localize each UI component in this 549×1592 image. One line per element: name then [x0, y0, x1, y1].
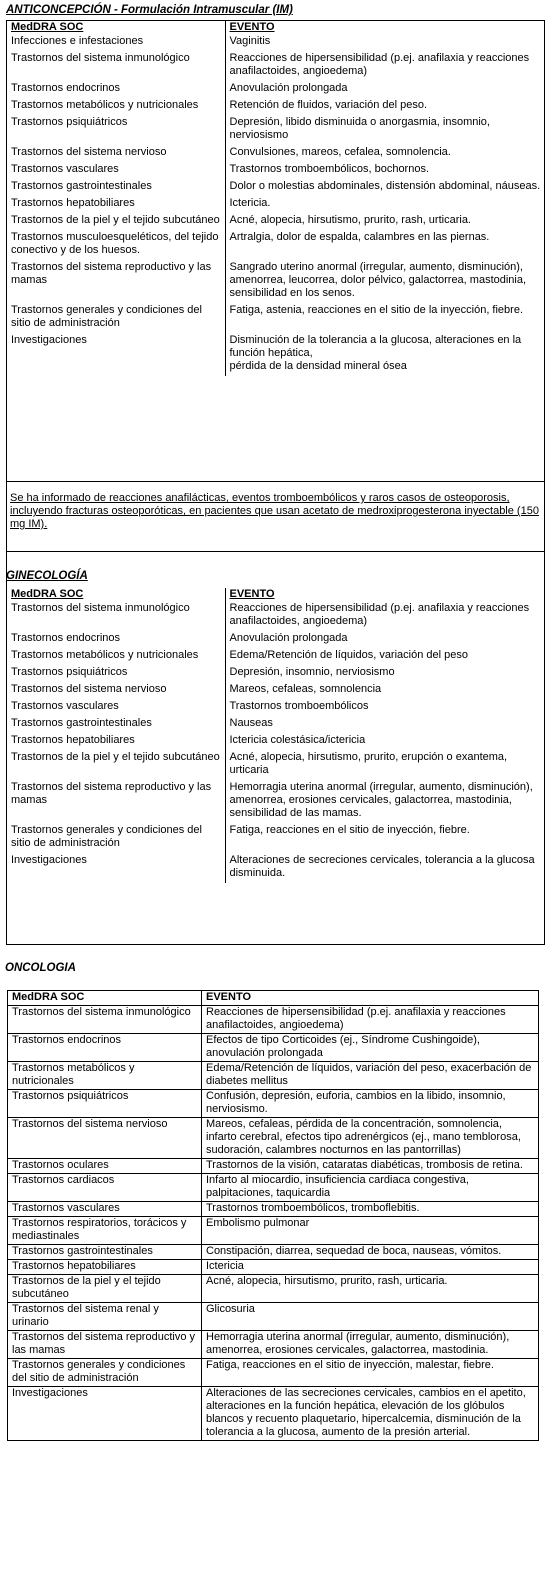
table-row [8, 1062, 539, 1090]
table-header-row [7, 588, 544, 601]
table-row [7, 631, 544, 648]
table-row [8, 1275, 539, 1303]
table-row [7, 682, 544, 699]
table-row [7, 260, 544, 303]
row-evento: Trastornos tromboembólicos [229, 700, 369, 712]
row-soc: Trastornos generales y condiciones del sitio de administración [8, 1359, 202, 1387]
row-evento: Fatiga, astenia, reacciones en el sitio de la inyección, fiebre. [229, 304, 523, 316]
table-row [7, 213, 544, 230]
anticoncepcion-table [7, 21, 544, 376]
col-header-soc: MedDRA SOC [7, 21, 225, 34]
row-soc: Trastornos gastrointestinales [7, 179, 225, 196]
table-row [8, 1217, 539, 1245]
table-row [7, 333, 544, 376]
table-row [7, 51, 544, 81]
row-evento: Disminución de la tolerancia a la glucosa, alteraciones en la función hepática, pérdida de la densidad mineral ósea [229, 334, 522, 372]
anticoncepcion-note [7, 481, 544, 531]
row-evento: Fatiga, reacciones en el sitio de inyección, malestar, fiebre. [202, 1359, 539, 1387]
oncologia-table [7, 990, 539, 1441]
table-row [7, 733, 544, 750]
row-soc: Trastornos del sistema nervioso [7, 682, 225, 699]
col-header-evento: EVENTO [202, 991, 539, 1006]
row-soc: Trastornos endocrinos [7, 81, 225, 98]
ginecologia-table [7, 588, 544, 883]
table-row [8, 1202, 539, 1217]
row-soc: Trastornos metabólicos y nutricionales [7, 98, 225, 115]
table-row [7, 81, 544, 98]
row-evento: Hemorragia uterina anormal (irregular, aumento, disminución), amenorrea, erosiones cervicales, galactorrea, mastodinia, sensibilidad de las mamas. [229, 781, 533, 819]
col-header-evento: EVENTO [229, 588, 275, 600]
row-evento: Efectos de tipo Corticoides (ej., Síndrome Cushingoide), anovulación prolongada [202, 1034, 539, 1062]
row-soc: Trastornos vasculares [7, 699, 225, 716]
table-row [7, 823, 544, 853]
row-evento: Sangrado uterino anormal (irregular, aumento, disminución), amenorrea, leucorrea, dolor pélvico, galactorrea, mastodinia, sensibilidad en los senos. [229, 261, 527, 299]
col-header-evento: EVENTO [229, 21, 275, 33]
ginecologia-panel [6, 550, 545, 945]
row-soc: Trastornos generales y condiciones del sitio de administración [7, 823, 225, 853]
row-soc: Trastornos gastrointestinales [8, 1245, 202, 1260]
row-soc: Trastornos gastrointestinales [7, 716, 225, 733]
row-soc: Trastornos del sistema reproductivo y las mamas [7, 260, 225, 303]
col-header-soc: MedDRA SOC [7, 588, 225, 601]
row-soc: Trastornos vasculares [8, 1202, 202, 1217]
row-evento: Ictericia colestásica/ictericia [229, 734, 366, 746]
table-row [7, 716, 544, 733]
row-soc: Trastornos psiquiátricos [7, 665, 225, 682]
row-evento: Infarto al miocardio, insuficiencia cardiaca congestiva, palpitaciones, taquicardia [202, 1174, 539, 1202]
row-evento: Glicosuria [202, 1303, 539, 1331]
anticoncepcion-panel [6, 20, 545, 552]
row-soc: Trastornos del sistema renal y urinario [8, 1303, 202, 1331]
row-soc: Trastornos hepatobiliares [7, 196, 225, 213]
row-evento: Dolor o molestias abdominales, distensión abdominal, náuseas. [229, 180, 541, 192]
row-evento: Ictericia. [229, 197, 271, 209]
table-row [8, 1359, 539, 1387]
row-soc: Trastornos psiquiátricos [8, 1090, 202, 1118]
table-row [8, 1034, 539, 1062]
table-header-row [8, 991, 539, 1006]
table-row [8, 1118, 539, 1159]
table-row [8, 1159, 539, 1174]
table-row [7, 162, 544, 179]
table-row [8, 1174, 539, 1202]
row-evento: Embolismo pulmonar [202, 1217, 539, 1245]
table-row [8, 1090, 539, 1118]
row-evento: Anovulación prolongada [229, 632, 348, 644]
table-row [7, 196, 544, 213]
table-row [7, 34, 544, 51]
row-evento: Nauseas [229, 717, 273, 729]
col-header-soc: MedDRA SOC [8, 991, 202, 1006]
row-evento: Hemorragia uterina anormal (irregular, aumento, disminución), amenorrea, erosiones cervicales, galactorrea, mastodinia. [202, 1331, 539, 1359]
row-soc: Trastornos generales y condiciones del sitio de administración [7, 303, 225, 333]
table-row [7, 115, 544, 145]
row-evento: Reacciones de hipersensibilidad (p.ej. anafilaxia y reacciones anafilactoides, angioedema) [229, 602, 530, 627]
row-soc: Trastornos del sistema reproductivo y las mamas [8, 1331, 202, 1359]
row-evento: Confusión, depresión, euforia, cambios en la libido, insomnio, nerviosismo. [202, 1090, 539, 1118]
row-soc: Infecciones e infestaciones [7, 34, 225, 51]
row-soc: Trastornos vasculares [7, 162, 225, 179]
row-soc: Trastornos respiratorios, torácicos y mediastinales [8, 1217, 202, 1245]
row-evento: Artralgia, dolor de espalda, calambres en las piernas. [229, 231, 490, 243]
table-row [7, 699, 544, 716]
row-evento: Depresión, libido disminuida o anorgasmia, insomnio, nerviosismo [229, 116, 490, 141]
row-soc: Trastornos del sistema nervioso [7, 145, 225, 162]
row-soc: Trastornos musculoesqueléticos, del tejido conectivo y de los huesos. [7, 230, 225, 260]
table-row [7, 780, 544, 823]
row-soc: Trastornos de la piel y el tejido subcutáneo [8, 1275, 202, 1303]
table-row [7, 179, 544, 196]
table-row [8, 1245, 539, 1260]
row-evento: Ictericia [202, 1260, 539, 1275]
row-evento: Acné, alopecia, hirsutismo, prurito, rash, urticaria. [202, 1275, 539, 1303]
row-soc: Trastornos endocrinos [8, 1034, 202, 1062]
row-soc: Trastornos metabólicos y nutricionales [7, 648, 225, 665]
table-row [7, 853, 544, 883]
table-row [8, 1260, 539, 1275]
table-row [8, 1006, 539, 1034]
row-soc: Investigaciones [7, 333, 225, 376]
row-evento: Alteraciones de las secreciones cervicales, cambios en el apetito, alteraciones en la función hepática, elevación de los glóbulos blancos y recuento plaquetario, hipercalcemia, disminución de la tolerancia a la glucosa, aumento de la presión arterial. [202, 1387, 539, 1441]
table-row [7, 601, 544, 631]
row-evento: Convulsiones, mareos, cefalea, somnolencia. [229, 146, 451, 158]
row-evento: Fatiga, reacciones en el sitio de inyección, fiebre. [229, 824, 470, 836]
table-row [7, 665, 544, 682]
row-soc: Trastornos del sistema nervioso [8, 1118, 202, 1159]
row-soc: Trastornos de la piel y el tejido subcutáneo [7, 750, 225, 780]
row-evento: Mareos, cefaleas, somnolencia [229, 683, 382, 695]
row-evento: Depresión, insomnio, nerviosismo [229, 666, 395, 678]
table-row [8, 1387, 539, 1441]
row-evento: Edema/Retención de líquidos, variación del peso, exacerbación de diabetes mellitus [202, 1062, 539, 1090]
row-soc: Trastornos cardiacos [8, 1174, 202, 1202]
row-evento: Acné, alopecia, hirsutismo, prurito, rash, urticaria. [229, 214, 471, 226]
table-row [7, 750, 544, 780]
row-evento: Reacciones de hipersensibilidad (p.ej. anafilaxia y reacciones anafilactoides, angioedema) [202, 1006, 539, 1034]
row-soc: Investigaciones [7, 853, 225, 883]
row-soc: Trastornos psiquiátricos [7, 115, 225, 145]
row-soc: Trastornos oculares [8, 1159, 202, 1174]
row-evento: Trastornos tromboembólicos, tromboflebitis. [202, 1202, 539, 1217]
table-header-row [7, 21, 544, 34]
row-soc: Trastornos hepatobiliares [8, 1260, 202, 1275]
table-row [7, 648, 544, 665]
section-heading-ginecologia: GINECOLOGÍA [6, 570, 88, 582]
section-heading-oncologia: ONCOLOGIA [5, 962, 76, 974]
row-soc: Trastornos endocrinos [7, 631, 225, 648]
row-evento: Acné, alopecia, hirsutismo, prurito, erupción o exantema, urticaria [229, 751, 508, 776]
row-evento: Anovulación prolongada [229, 82, 348, 94]
row-evento: Trastornos de la visión, cataratas diabéticas, trombosis de retina. [202, 1159, 539, 1174]
row-evento: Constipación, diarrea, sequedad de boca, nauseas, vómitos. [202, 1245, 539, 1260]
row-soc: Trastornos de la piel y el tejido subcutáneo [7, 213, 225, 230]
row-soc: Trastornos hepatobiliares [7, 733, 225, 750]
row-soc: Trastornos del sistema reproductivo y las mamas [7, 780, 225, 823]
table-row [8, 1331, 539, 1359]
row-evento: Trastornos tromboembólicos, bochornos. [229, 163, 430, 175]
row-evento: Edema/Retención de líquidos, variación del peso [229, 649, 468, 661]
row-soc: Trastornos metabólicos y nutricionales [8, 1062, 202, 1090]
row-soc: Trastornos del sistema inmunológico [8, 1006, 202, 1034]
row-evento: Vaginitis [229, 35, 271, 47]
row-evento: Mareos, cefaleas, pérdida de la concentración, somnolencia, infarto cerebral, efectos tipo adrenérgicos (ej., mano temblorosa, sudoración, calambres nocturnos en las pantorrillas) [202, 1118, 539, 1159]
table-row [7, 145, 544, 162]
oncologia-panel [7, 990, 539, 1441]
row-evento: Reacciones de hipersensibilidad (p.ej. anafilaxia y reacciones anafilactoides, angioedema) [229, 52, 530, 77]
table-row [7, 230, 544, 260]
row-evento: Alteraciones de secreciones cervicales, tolerancia a la glucosa disminuida. [229, 854, 535, 879]
note-text: Se ha informado de reacciones anafilácticas, eventos tromboembólicos y raros casos de osteoporosis, incluyendo fracturas osteoporóticas, en pacientes que usan acetato de medroxiprogesterona inyectable (150 mg IM). [10, 492, 539, 530]
row-soc: Trastornos del sistema inmunológico [7, 601, 225, 631]
table-row [7, 303, 544, 333]
row-soc: Investigaciones [8, 1387, 202, 1441]
row-soc: Trastornos del sistema inmunológico [7, 51, 225, 81]
row-evento: Retención de fluidos, variación del peso. [229, 99, 428, 111]
table-row [7, 98, 544, 115]
section-heading-anticoncepcion: ANTICONCEPCIÓN - Formulación Intramuscular (IM) [6, 4, 293, 16]
table-row [8, 1303, 539, 1331]
